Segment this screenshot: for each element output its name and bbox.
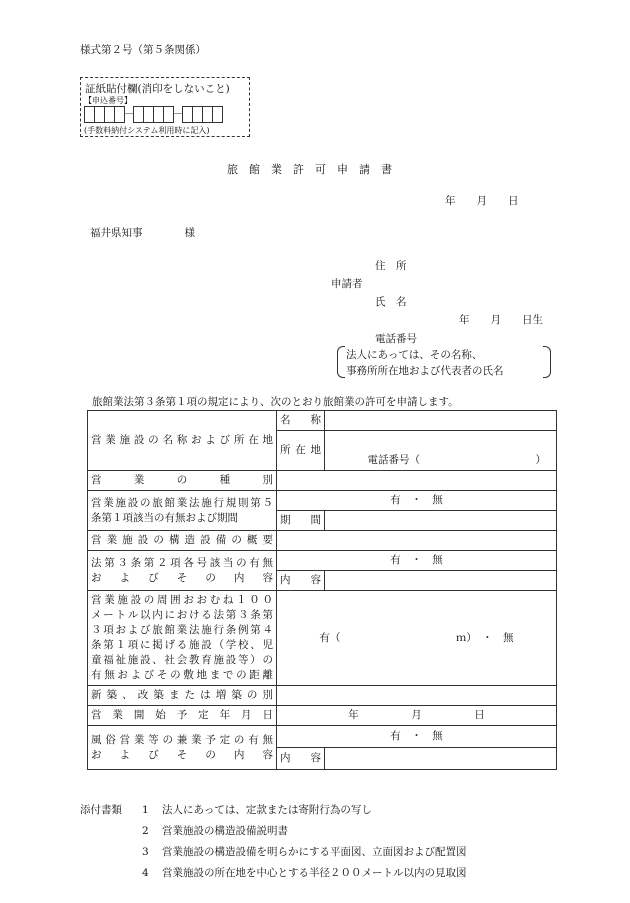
attachment-item	[80, 842, 467, 863]
corporation-note-2: 事務所所在地および代表者の氏名	[346, 365, 504, 377]
start-date-field[interactable]: 年 月 日	[277, 706, 557, 726]
law-article3-yes-no[interactable]: 有 ・ 無	[277, 551, 557, 571]
document-title: 旅館業許可申請書	[227, 163, 403, 176]
submission-date: 年 月 日	[445, 195, 519, 207]
corporation-note-1: 法人にあっては、その名称、	[346, 349, 483, 361]
table-row	[88, 686, 557, 706]
table-row	[88, 531, 557, 551]
period-sub-label: 期 間	[277, 511, 325, 531]
application-table	[87, 410, 557, 770]
attachments	[80, 800, 467, 884]
business-type-field[interactable]	[277, 471, 557, 491]
facility-name-location-label: 営業施設の名称および所在地	[88, 411, 277, 471]
table-row	[88, 411, 557, 431]
attachments-label: 添付書類	[80, 804, 122, 816]
brace-left	[337, 346, 345, 378]
adult-business-yes-no[interactable]: 有 ・ 無	[277, 726, 557, 748]
attachment-text: 営業施設の所在地を中心とする半径２００メートル以内の見取図	[162, 867, 467, 879]
regulation-yes-no[interactable]: 有 ・ 無	[277, 491, 557, 511]
location-field[interactable]	[325, 431, 557, 471]
brace-right	[543, 346, 551, 378]
applicant-label: 申請者	[331, 278, 363, 290]
attachment-item	[80, 800, 467, 821]
structure-outline-label: 営業施設の構造設備の概要	[88, 531, 277, 551]
attachment-number: 2	[142, 825, 149, 837]
attachment-number: 1	[142, 804, 149, 816]
name-sub-label: 名 称	[277, 411, 325, 431]
digit-box[interactable]	[212, 106, 223, 123]
nearby-facilities-label-line: 条第１項に掲げる施設（学校、児	[91, 639, 273, 651]
attachment-text: 営業施設の構造設備説明書	[162, 825, 288, 837]
table-row	[88, 491, 557, 511]
period-field[interactable]	[325, 511, 557, 531]
content-field[interactable]	[325, 571, 557, 591]
business-type-label: 営業の種別	[88, 471, 277, 491]
attachments-label	[80, 842, 142, 863]
address-label: 住 所	[375, 260, 407, 272]
nearby-facilities-label-line: 有無およびその敷地までの距離	[91, 669, 273, 681]
application-number-boxes	[84, 105, 222, 123]
digit-dash: －	[124, 108, 134, 120]
nearby-facilities-label-line: 童福祉施設、社会教育施設等）の	[91, 654, 273, 666]
application-number-label: 【申込番号】	[84, 96, 132, 105]
table-row	[88, 706, 557, 726]
nearby-facilities-label-line: 営業施設の周囲おおむね１００	[91, 594, 273, 606]
intro-text: 旅館業法第３条第１項の規定により、次のとおり旅館業の許可を申請します。	[92, 396, 459, 408]
stamp-box-note: (手数料納付システム利用時に記入)	[84, 126, 210, 135]
attachment-number: 3	[142, 846, 149, 858]
attachments-label	[80, 821, 142, 842]
regulation-article5-label: 営業施設の旅館業法施行規則第５ 条第１項該当の有無および期間	[88, 491, 277, 531]
nearby-facilities-label-line: ３項および旅館業法施行条例第４	[91, 624, 273, 636]
stamp-box-title: 証紙貼付欄(消印をしないこと)	[85, 83, 230, 95]
nearby-facilities-label-line: メートル以内における法第３条第	[91, 609, 273, 621]
attachment-item	[80, 821, 467, 842]
attachment-text: 法人にあっては、定款または寄附行為の写し	[162, 804, 372, 816]
nearby-facilities-field[interactable]: 有（ ｍ） ・ 無	[277, 591, 557, 686]
attachment-item	[80, 863, 467, 884]
structure-outline-field[interactable]	[277, 531, 557, 551]
adult-business-label: 風俗営業等の兼業予定の有無 およびその内容	[88, 726, 277, 770]
nearby-facilities-label	[88, 591, 277, 686]
content-field[interactable]	[325, 748, 557, 770]
name-label: 氏 名	[375, 296, 407, 308]
start-date-label: 営業開始予定年月日	[88, 706, 277, 726]
addressee: 福井県知事 様	[90, 227, 195, 239]
attachment-number: 4	[142, 867, 149, 879]
stamp-box	[80, 77, 250, 137]
attachment-text: 営業施設の構造設備を明らかにする平面図、立面図および配置図	[162, 846, 467, 858]
table-row	[88, 551, 557, 571]
location-sub-label: 所在地	[277, 431, 325, 471]
table-row	[88, 471, 557, 491]
content-sub-label: 内 容	[277, 571, 325, 591]
table-row	[88, 591, 557, 686]
law-article3-label: 法第３条第２項各号該当の有無 およびその内容	[88, 551, 277, 591]
construction-type-label: 新築、改築または増築の別	[88, 686, 277, 706]
table-row	[88, 726, 557, 748]
birth-date: 年 月 日生	[459, 314, 543, 326]
attachments-label	[80, 863, 142, 884]
phone-label: 電話番号	[375, 333, 417, 345]
form-number: 様式第２号（第５条関係）	[80, 44, 206, 56]
content-sub-label: 内 容	[277, 748, 325, 770]
name-field[interactable]	[325, 411, 557, 431]
construction-type-field[interactable]	[277, 686, 557, 706]
phone-field-label: 電話番号（ ）	[367, 454, 546, 466]
digit-dash: －	[173, 108, 183, 120]
